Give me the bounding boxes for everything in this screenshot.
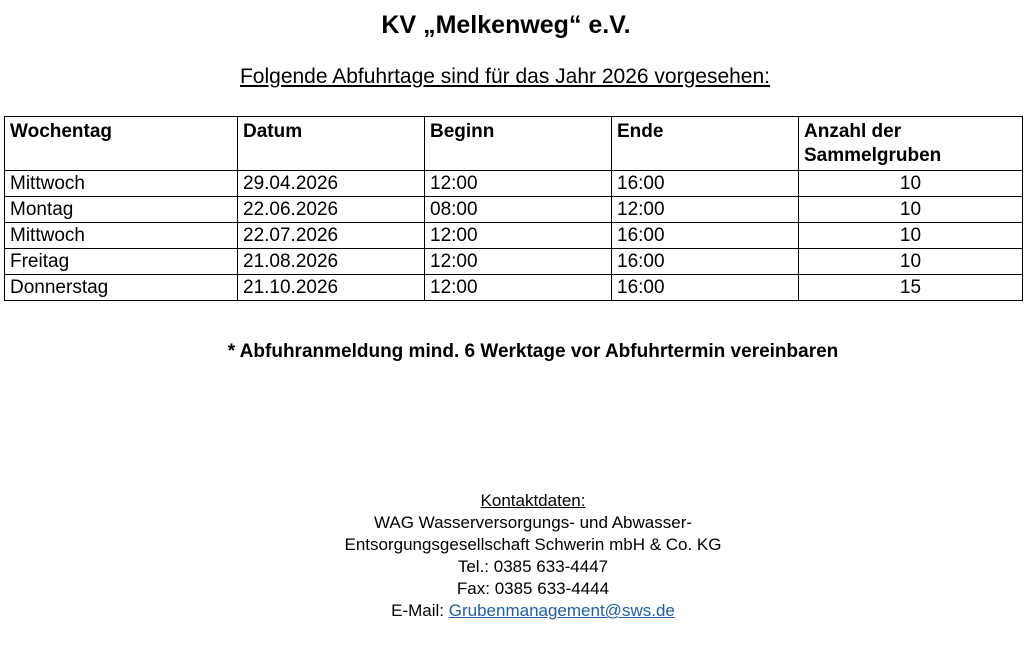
- contact-email-link[interactable]: Grubenmanagement@sws.de: [448, 601, 675, 620]
- cell-beginn: 12:00: [425, 223, 612, 249]
- cell-datum: 21.10.2026: [238, 275, 425, 301]
- contact-phone: Tel.: 0385 633-4447: [457, 557, 609, 576]
- column-header-datum: Datum: [238, 117, 425, 171]
- table-row: [5, 171, 1023, 197]
- column-header-ende: Ende: [612, 117, 799, 171]
- cell-ende: 16:00: [612, 249, 799, 275]
- table-row: [5, 223, 1023, 249]
- cell-datum: 22.06.2026: [238, 197, 425, 223]
- cell-anzahl: 10: [799, 223, 1023, 249]
- table-row: [5, 249, 1023, 275]
- cell-ende: 16:00: [612, 223, 799, 249]
- cell-beginn: 08:00: [425, 197, 612, 223]
- cell-beginn: 12:00: [425, 171, 612, 197]
- contact-heading: Kontaktdaten:: [480, 491, 586, 510]
- table-header-row: [5, 117, 1023, 171]
- cell-wochentag: Montag: [5, 197, 238, 223]
- table-row: [5, 197, 1023, 223]
- column-header-wochentag: Wochentag: [5, 117, 238, 171]
- cell-ende: 16:00: [612, 275, 799, 301]
- contact-email-label: E-Mail:: [391, 601, 449, 620]
- cell-ende: 16:00: [612, 171, 799, 197]
- cell-anzahl: 10: [799, 171, 1023, 197]
- page-title: KV „Melkenweg“ e.V.: [381, 11, 631, 39]
- registration-note: * Abfuhranmeldung mind. 6 Werktage vor Abfuhrtermin vereinbaren: [227, 341, 839, 362]
- cell-wochentag: Mittwoch: [5, 171, 238, 197]
- column-header-beginn: Beginn: [425, 117, 612, 171]
- contact-company-line-1: WAG Wasserversorgungs- und Abwasser-: [373, 513, 693, 532]
- cell-beginn: 12:00: [425, 249, 612, 275]
- cell-datum: 21.08.2026: [238, 249, 425, 275]
- column-header-anzahl: Anzahl der Sammelgruben: [799, 117, 1023, 171]
- cell-wochentag: Freitag: [5, 249, 238, 275]
- contact-email-line: [0, 600, 1024, 622]
- cell-ende: 12:00: [612, 197, 799, 223]
- contact-fax: Fax: 0385 633-4444: [456, 579, 610, 598]
- contact-company-line-2: Entsorgungsgesellschaft Schwerin mbH & Co. KG: [344, 535, 722, 554]
- cell-wochentag: Donnerstag: [5, 275, 238, 301]
- cell-wochentag: Mittwoch: [5, 223, 238, 249]
- schedule-table: [4, 116, 1023, 301]
- cell-anzahl: 10: [799, 249, 1023, 275]
- cell-anzahl: 10: [799, 197, 1023, 223]
- cell-beginn: 12:00: [425, 275, 612, 301]
- table-row: [5, 275, 1023, 301]
- contact-block: [0, 490, 1024, 622]
- cell-datum: 22.07.2026: [238, 223, 425, 249]
- cell-anzahl: 15: [799, 275, 1023, 301]
- cell-datum: 29.04.2026: [238, 171, 425, 197]
- page-subtitle: Folgende Abfuhrtage sind für das Jahr 2026 vorgesehen:: [239, 65, 771, 88]
